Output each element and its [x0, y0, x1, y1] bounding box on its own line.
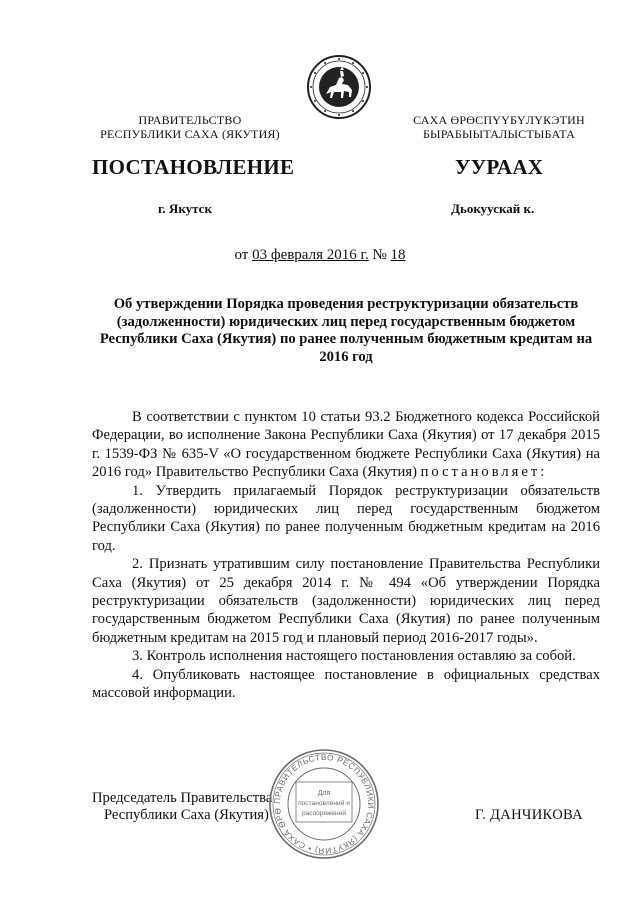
document-subject: Об утверждении Порядка проведения реструктуризации обязательств (задолженности) юридических лиц перед государственным бюджетом Республики Саха (Якутия) по ранее полученным бюджетным кредитам на 2016 год	[99, 296, 593, 365]
issuer-russian	[80, 113, 300, 141]
issuer-russian-line2: РЕСПУБЛИКИ САХА (ЯКУТИЯ)	[100, 127, 280, 141]
issuer-yakut	[385, 113, 613, 141]
document-number: 18	[390, 247, 406, 263]
signatory-name: Г. ДАНЧИКОВА	[475, 807, 584, 823]
preamble-paragraph	[92, 408, 600, 482]
coat-of-arms-yakutia-icon	[306, 54, 372, 120]
item-3: 3. Контроль исполнения настоящего постановления оставляю за собой.	[132, 648, 576, 665]
city-yakut: Дьокуускай к.	[451, 201, 535, 216]
city-russian: г. Якутск	[158, 201, 212, 216]
document-date: 03 февраля 2016 г.	[252, 247, 369, 263]
stamp-inner-line2: постановлений и	[298, 800, 350, 807]
document-type-yakut: УУРААХ	[455, 155, 544, 179]
decree-word: постановляет:	[420, 464, 548, 481]
date-number-line	[0, 247, 640, 264]
signatory-position-line1: Председатель Правительства	[92, 790, 273, 806]
issuer-russian-line1: ПРАВИТЕЛЬСТВО	[138, 113, 242, 127]
document-body	[92, 408, 600, 703]
item-1: 1. Утвердить прилагаемый Порядок реструктуризации обязательств (задолженности) юридических лиц перед государственным бюджетом Республики Саха (Якутия) по ранее полученным бюджетным кредитам на 2016 год.	[92, 482, 600, 554]
document-type-russian: ПОСТАНОВЛЕНИЕ	[92, 155, 295, 179]
item-2: 2. Признать утратившим силу постановление Правительства Республики Саха (Якутия) от 25 декабря 2014 г. № 494 «Об утверждении Порядка реструктуризации обязательств (задолженности) юридических лиц перед государственным бюджетом Республики Саха (Якутия) по ранее полученным бюджетным кредитам на 2015 год и плановый период 2016-2017 годы».	[92, 556, 600, 646]
stamp-outer-text: ПРАВИТЕЛЬСТВО РЕСПУБЛИКИ САХА (ЯКУТИЯ) • САХА ӨРӨ	[272, 752, 376, 856]
item-4: 4. Опубликовать настоящее постановление в официальных средствах массовой информации.	[92, 666, 600, 702]
issuer-yakut-line2: БЫРАБЫЫТАЛЫСТЫБАТА	[422, 127, 576, 141]
stamp-inner-line3: распоряжений	[301, 810, 347, 817]
signatory-position-line2: Республики Саха (Якутия)	[104, 807, 269, 823]
issuer-yakut-line1: САХА ӨРӨСПҮҮБҮЛҮКЭТИН	[413, 113, 585, 127]
date-prefix: от	[234, 247, 249, 263]
stamp-inner-line1: Для	[317, 790, 331, 797]
preamble-text: В соответствии с пунктом 10 статьи 93.2 Бюджетного кодекса Российской Федерации, во исполнение Закона Республики Саха (Якутия) от 17 декабря 2015 г. 1539-ФЗ № 635-V «О государственном бюджете Республики Саха (Якутия) на 2016 год» Правительство Республики Саха (Якутия)	[92, 409, 600, 481]
official-stamp-icon	[268, 748, 380, 860]
number-prefix: №	[372, 247, 387, 263]
